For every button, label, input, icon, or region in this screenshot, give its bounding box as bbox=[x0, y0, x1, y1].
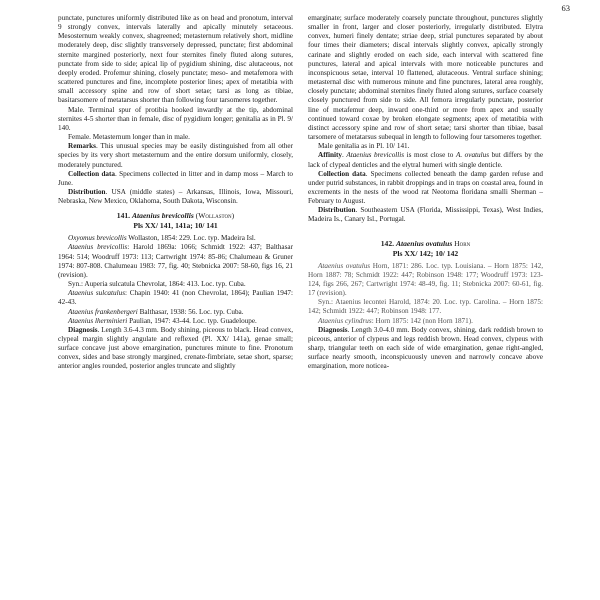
distribution-text: . USA (middle states) – Arkansas, Illinois, Iowa, Missouri, Nebraska, New Mexico, Oklahoma, South Dakota, Wisconsin. bbox=[58, 187, 293, 206]
remarks-paragraph bbox=[58, 142, 293, 169]
diagnosis-label: Diagnosis bbox=[318, 325, 348, 334]
synonym-entry: Ataenius frankenbergeri Balthasar, 1938: 56. Loc. typ. Cuba. bbox=[68, 307, 244, 316]
affinity-label: Affinity bbox=[318, 151, 342, 160]
page-number: 63 bbox=[561, 3, 570, 13]
collection-data-text: . Specimens collected in litter and in damp moss – March to June. bbox=[58, 169, 294, 187]
synonym-entry: Oxyomus brevicollis Wollaston, 1854: 229. Loc. typ. Madeira Isl. bbox=[68, 234, 256, 243]
description-continued: punctate, punctures uniformly distributed like as on head and pronotum, interval 9 strongly convex, intervals laterally and apically minutely setaceous. Mesosternum weakly convex, shagreened; metasternum relatively short, midline moderately deep, disc slightly transversely depressed, punctate; first abdominal sternite margined posteriorly, next four sternites finely fluted along sutures, punctate from side to side; apical lip of pygidium shining, disc alutaceous, not deeply eroded. Profemur shining, closely punctate; meso- and metafemora with scattered punctures and fine, incomplete posterior lines; apex of metatibia with small accessory spine and row of short setae; tarsi as long as tibiae, basitarsomere of metatarsus shorter than following four tarsomeres together. bbox=[58, 14, 293, 105]
species-141-heading: 141. Ataenius brevicollis (Wollaston) bbox=[116, 211, 235, 221]
male-paragraph: Male. Terminal spur of protibia hooked inwardly at the tip, abdominal sternites 4-5 shorter than in female, disc of pygidium longer; genitalia as in Pl. 9/ 140. bbox=[58, 105, 293, 132]
distribution-paragraph bbox=[58, 188, 293, 206]
synonym-entry: Ataenius lherminieri Paulian, 1947: 43-44. Loc. typ. Guadeloupe. bbox=[68, 316, 257, 325]
synonym-entry: Ataenius sulcatulus: Chapin 1940: 41 (non Chevrolat, 1864); Paulian 1947: 42-43. bbox=[58, 289, 293, 307]
synonym-entry: Syn.: Auperia sulcatula Chevrolat, 1864: 413. Loc. typ. Cuba. bbox=[68, 280, 246, 289]
synonym-entry: Ataenius brevicollis: Harold 1869a: 1066; Schmidt 1922: 437; Balthasar 1964: 514; Woodruff 1973: 113; Cartwright 1974: 85-86; Chalumeau & Gruner 1974: 807-808. Chalumeau 1983: 77, fig. 40; Stebnicka 2007: 58-60, figs 16, 21 (revision). bbox=[58, 243, 293, 279]
male-genitalia-paragraph: Male genitalia as in Pl. 10/ 141. bbox=[318, 142, 410, 151]
distribution-label: Distribution bbox=[68, 187, 106, 196]
species-142-plates: Pls XX/ 142; 10/ 142 bbox=[392, 248, 459, 258]
species-142-heading: 142. Ataenius ovatulus Horn bbox=[380, 238, 471, 248]
diagnosis-paragraph: Diagnosis. Length 3.0-4.0 mm. Body convex, shining, dark reddish brown to piceous, anterior of clypeus and legs reddish brown. Head convex, clypeus with sharp, triangular teeth on each side of wide emargination, genae right-angled, surface nearly smooth, inconspicuously uneven and narrowly concave above emargination, more noticea- bbox=[308, 325, 543, 371]
collection-data-paragraph bbox=[58, 170, 293, 188]
distribution-paragraph: Distribution. Southeastern USA (Florida, Mississippi, Texas), West Indies, Madeira Is., Canary Isl., Portugal. bbox=[308, 206, 543, 224]
remarks-label: Remarks bbox=[68, 142, 96, 151]
diagnosis-label: Diagnosis bbox=[68, 325, 98, 334]
description-continued: emarginate; surface moderately coarsely punctate throughout, punctures slightly smaller in front, larger and closer posteriorly, irregularly distributed. Elytra convex, humeri finely dentate; striae deep, strial punctures separated by about four times their diameters; discal intervals slightly convex, apically strongly carinate and slightly eroded on each side, each interval with scattered fine punctures, lateral and apical intervals with more noticeable punctures and inconspicuous setae, interval 10 flattened, alutaceous. Ventral surface shining; metasternal disc with numerous minute and fine punctures, lateral area roughly, closely punctate; abdominal sternites finely fluted along sutures, surface coarsely closely punctured from side to side. All femora irregularly punctate, posterior line of metafemur deep, inward one-third or more from apex and usually continued toward coxae by broken elongate segments; apex of metatibia with distinct accessory spine and row of short setae; tarsi shorter than tibiae, basal tarsomere of metatarsus subequal in length to following four tarsomeres together. bbox=[308, 14, 543, 142]
species-141-plates: Pls XX/ 141, 141a; 10/ 141 bbox=[133, 221, 218, 231]
collection-data-label: Collection data bbox=[318, 169, 366, 178]
right-column bbox=[308, 14, 543, 371]
collection-data-paragraph: Collection data. Specimens collected beneath the damp garden refuse and under putrid substances, in rabbit droppings and in traps on coastal area, found in excrements in the nests of the wood rat Neotoma floridana smalli Sherman – February to August. bbox=[308, 169, 544, 206]
affinity-paragraph: Affinity. Ataenius brevicollis is most close to A. ovatulus but differs by the lack of clypeal denticles and the elytral humeri with single denticle. bbox=[308, 151, 544, 169]
left-column bbox=[58, 14, 293, 372]
female-paragraph: Female. Metasternum longer than in male. bbox=[68, 133, 190, 142]
diagnosis-paragraph: Diagnosis. Length 3.6-4.3 mm. Body shining, piceous to black. Head convex, clypeal margin slightly angulate and reflexed (Pl. XX/ 141a), genae small; surface concave just above emargination, punctures minute to fine. Pronotum convex, sides and base strongly margined, crenate-fimbriate, setae short, sparse; anterior angles rounded, posterior angles truncate and slightly bbox=[58, 325, 293, 371]
collection-data-label: Collection data bbox=[68, 169, 116, 178]
distribution-label: Distribution bbox=[318, 206, 356, 215]
synonym-entry: Syn.: Ataenius lecontei Harold, 1874: 20. Loc. typ. Carolina. – Horn 1875: 142; Schmidt 1922: 447; Robinson 1948: 177. bbox=[308, 298, 543, 316]
synonym-entry: Ataenius cylindrus: Horn 1875: 142 (non Horn 1871). bbox=[318, 316, 473, 325]
remarks-text: . This unusual species may be easily distinguished from all other species by its very short metasternum and the entire dorsum uniformly, closely, moderately punctured. bbox=[58, 142, 293, 169]
synonym-entry: Ataenius ovatulus Horn, 1871: 286. Loc. typ. Louisiana. – Horn 1875: 142, Horn 1887: 78; Schmidt 1922: 447; Robinson 1948: 177; Woodruff 1973: 123-124, figs 266, 267; Cartwright 1974: 48-49, fig. 11; Stebnicka 2007: 60-61, fig. 17 (revision). bbox=[308, 261, 543, 298]
